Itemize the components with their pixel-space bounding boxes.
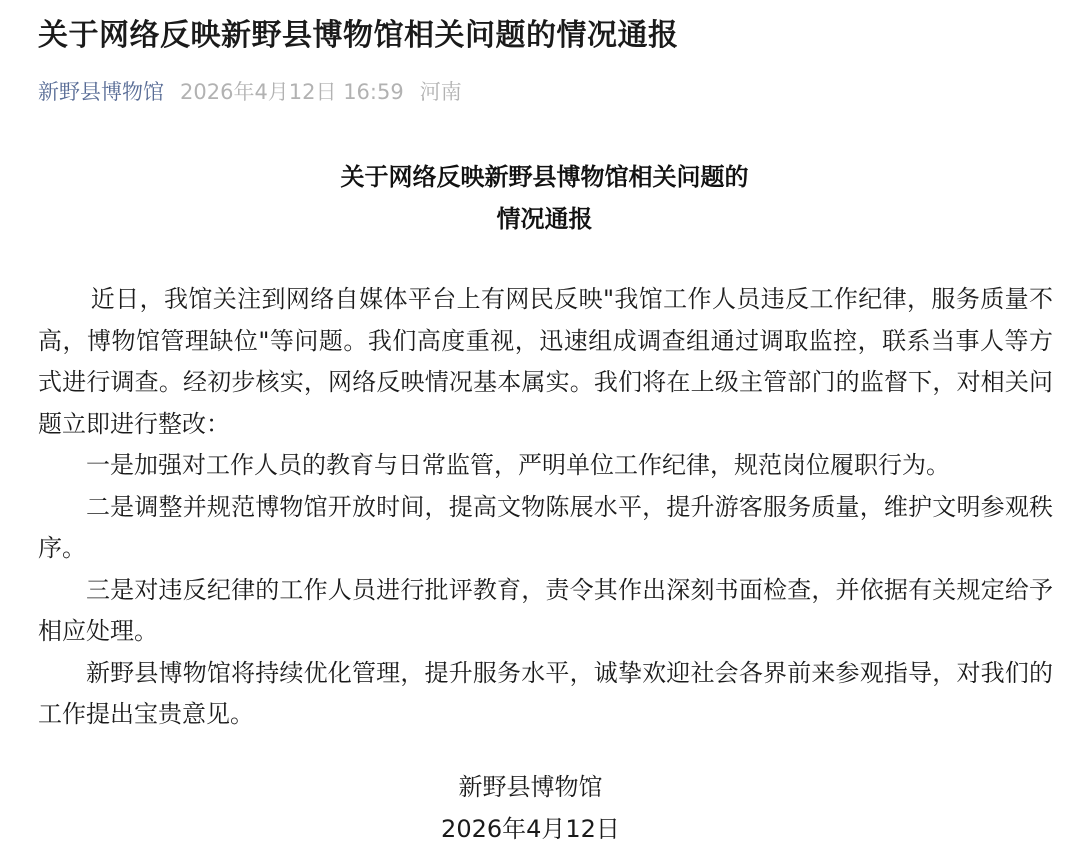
body-paragraph-intro: 近日，我馆关注到网络自媒体平台上有网民反映"我馆工作人员违反工作纪律，服务质量不高，博物馆管理缺位"等问题。我们高度重视，迅速组成调查组通过调取监控，联系当事人等方式进行调查。经初步核实，网络反映情况基本属实。我们将在上级主管部门的监督下，对相关问题立即进行整改： — [38, 285, 1053, 438]
author-link[interactable]: 新野县博物馆 — [38, 80, 164, 104]
document-signature-block — [0, 766, 1089, 850]
signature-organization: 新野县博物馆 — [458, 773, 603, 801]
article-meta — [38, 74, 462, 108]
signature-date: 2026年4月12日 — [441, 815, 620, 843]
document-body — [38, 279, 1053, 736]
body-paragraph-measure-3: 三是对违反纪律的工作人员进行批评教育，责令其作出深刻书面检查，并依据有关规定给予相应处理。 — [38, 575, 1053, 645]
document-title — [0, 156, 1089, 240]
body-paragraph-measure-2: 二是调整并规范博物馆开放时间，提高文物陈展水平，提升游客服务质量，维护文明参观秩序。 — [38, 492, 1053, 562]
document-title-line-1: 关于网络反映新野县博物馆相关问题的 — [340, 163, 749, 191]
body-paragraph-measure-1: 一是加强对工作人员的教育与日常监管，严明单位工作纪律，规范岗位履职行为。 — [86, 451, 950, 479]
publish-time: 2026年4月12日 16:59 — [180, 80, 404, 104]
body-paragraph-closing: 新野县博物馆将持续优化管理，提升服务水平，诚挚欢迎社会各界前来参观指导，对我们的工作提出宝贵意见。 — [38, 658, 1053, 728]
document-title-line-2: 情况通报 — [496, 205, 593, 233]
publish-region: 河南 — [419, 80, 462, 104]
article-title: 关于网络反映新野县博物馆相关问题的情况通报 — [38, 18, 679, 53]
